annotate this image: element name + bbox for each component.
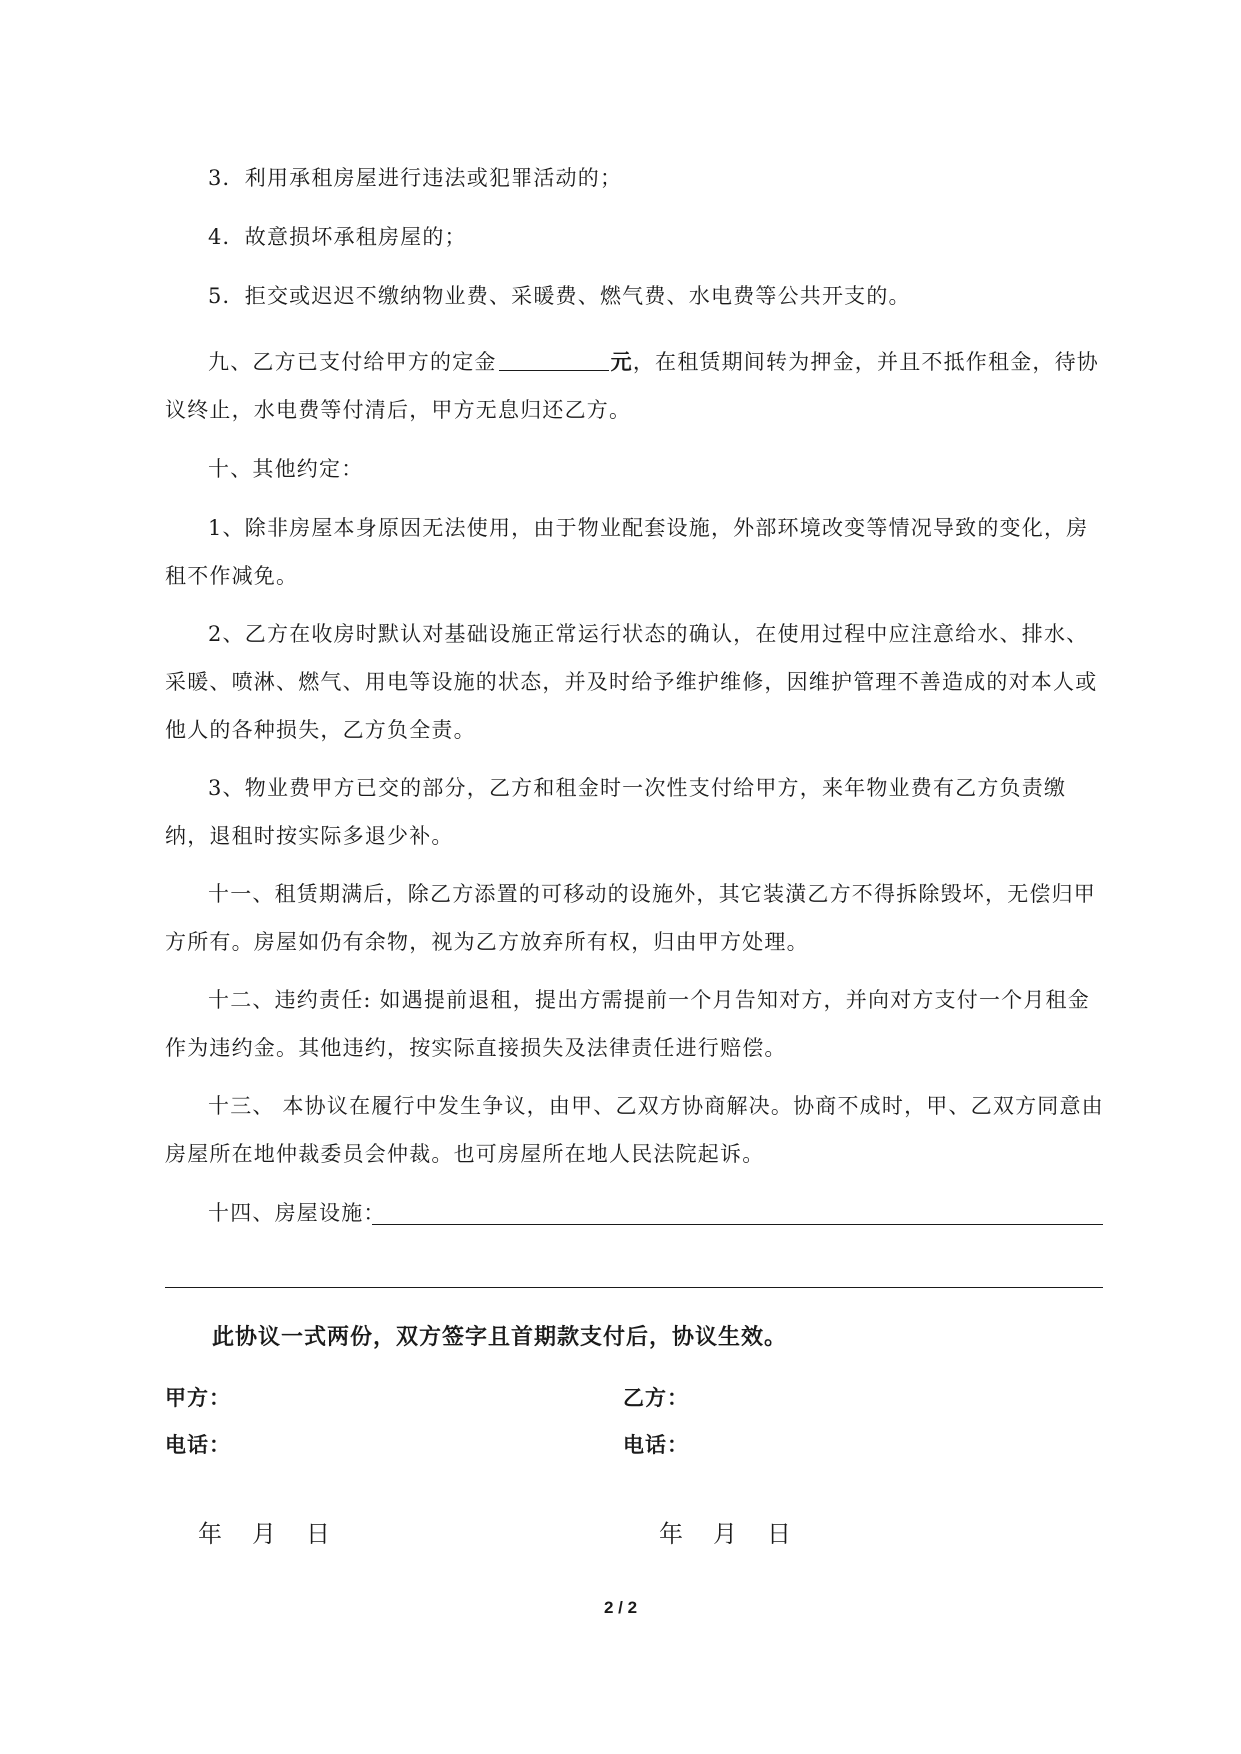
clause-10-item-2: 2、乙方在收房时默认对基础设施正常运行状态的确认，在使用过程中应注意给水、排水、采暖、喷淋、燃气、用电等设施的状态，并及时给予维护维修，因维护管理不善造成的对本人或他人的各种损失，乙方负全责。	[165, 622, 1098, 742]
facilities-blank-line-1	[372, 1224, 1103, 1225]
clause-10-item-3: 3、物业费甲方已交的部分，乙方和租金时一次性支付给甲方，来年物业费有乙方负责缴纳，退租时按实际多退少补。	[165, 776, 1067, 848]
page-number: 2 / 2	[603, 1598, 638, 1617]
item-4: 4．故意损坏承租房屋的；	[208, 225, 467, 249]
date-day: 日	[767, 1520, 791, 1548]
clause-10-title: 十、其他约定：	[208, 457, 364, 481]
clause-10-item-1: 1、除非房屋本身原因无法使用，由于物业配套设施，外部环境改变等情况导致的变化，房租不作减免。	[165, 516, 1089, 588]
party-a-label: 甲方：	[165, 1386, 231, 1410]
party-b-phone: 电话：	[623, 1433, 689, 1457]
date-year: 年	[659, 1520, 683, 1548]
facilities-blank-line-2	[165, 1287, 1103, 1288]
date-month: 月	[252, 1520, 276, 1548]
effective-statement: 此协议一式两份，双方签字且首期款支付后，协议生效。	[212, 1325, 788, 1350]
item-5: 5．拒交或迟迟不缴纳物业费、采暖费、燃气费、水电费等公共开支的。	[208, 284, 911, 308]
clause-14: 十四、房屋设施：	[208, 1201, 386, 1225]
date-month: 月	[713, 1520, 737, 1548]
date-day: 日	[306, 1520, 330, 1548]
party-a-date	[198, 1514, 360, 1549]
date-year: 年	[198, 1520, 222, 1548]
clause-9-unit: 元	[610, 349, 633, 374]
clause-11: 十一、租赁期满后，除乙方添置的可移动的设施外，其它装潢乙方不得拆除毁坏，无偿归甲方所有。房屋如仍有余物，视为乙方放弃所有权，归由甲方处理。	[165, 882, 1096, 954]
item-3: 3．利用承租房屋进行违法或犯罪活动的；	[208, 166, 623, 190]
clause-9	[165, 338, 1105, 434]
party-b-date	[659, 1514, 821, 1549]
clause-9-text-before: 九、乙方已支付给甲方的定金	[208, 350, 497, 374]
clause-13: 十三、 本协议在履行中发生争议，由甲、乙双方协商解决。协商不成时，甲、乙双方同意由房屋所在地仲裁委员会仲裁。也可房屋所在地人民法院起诉。	[165, 1094, 1104, 1166]
party-b-label: 乙方：	[623, 1386, 689, 1410]
clause-9-text-after: ，在租赁期间转为押金，并且不抵作租金，待协议终止，水电费等付清后，甲方无息归还乙方。	[165, 350, 1100, 422]
party-a-phone: 电话：	[165, 1433, 231, 1457]
deposit-amount-blank	[499, 346, 609, 371]
clause-12: 十二、违约责任: 如遇提前退租，提出方需提前一个月告知对方，并向对方支付一个月租金作为违约金。其他违约，按实际直接损失及法律责任进行赔偿。	[165, 988, 1090, 1060]
